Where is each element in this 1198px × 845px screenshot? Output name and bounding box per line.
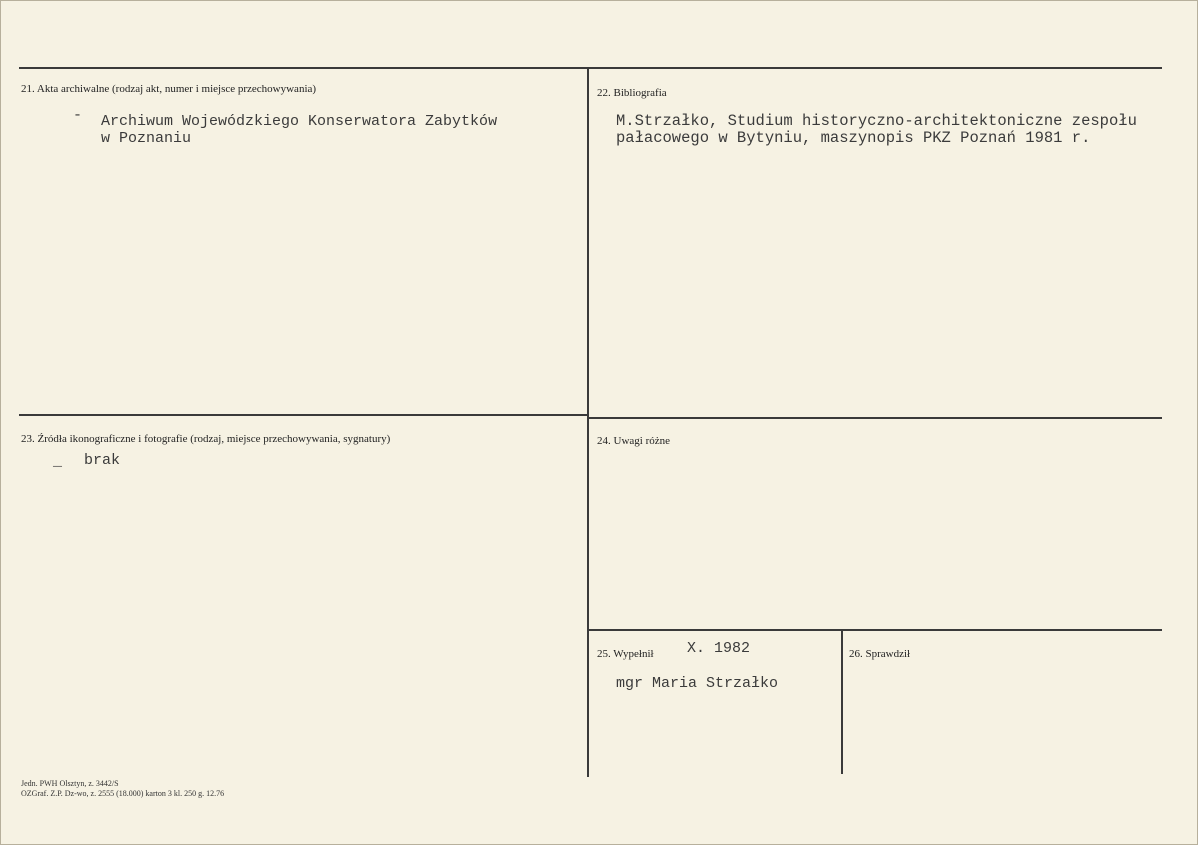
iconographic-entry: brak [84,452,121,469]
filled-by-date: X. 1982 [687,640,751,657]
right-middle-rule [589,417,1162,419]
iconographic-label: 23. Źródła ikonograficzne i fotografie (rodzaj, miejsce przechowywania, sygnatury) [21,433,391,445]
left-middle-rule [19,414,587,416]
checked-by-label: 26. Sprawdził [849,648,911,660]
top-rule [19,67,1162,69]
archival-dash: - [73,107,83,124]
signature-rule [589,629,1162,631]
bibliography-label: 22. Bibliografia [597,87,667,99]
archival-entry-line-1: Archiwum Wojewódzkiego Konserwatora Zabytków [101,113,498,130]
iconographic-dash: _ [53,453,63,470]
print-info-line-2: OZGraf. Z.P. Dz-wo, z. 2555 (18.000) karton 3 kl. 250 g. 12.76 [21,789,225,798]
archival-label: 21. Akta archiwalne (rodzaj akt, numer i miejsce przechowywania) [21,83,317,95]
archival-entry-line-2: w Poznaniu [101,130,192,147]
signature-divider [841,631,843,774]
remarks-label: 24. Uwagi różne [597,435,671,447]
filled-by-label: 25. Wypełnił [597,648,654,660]
print-info-line-1: Jedn. PWH Olsztyn, z. 3442/S [21,779,119,788]
bibliography-line-2: pałacowego w Bytyniu, maszynopis PKZ Poznań 1981 r. [616,129,1091,147]
filled-by-name: mgr Maria Strzałko [616,675,779,692]
center-divider-upper [587,67,589,777]
bibliography-line-1: M.Strzałko, Studium historyczno-architektoniczne zespołu [616,112,1137,130]
